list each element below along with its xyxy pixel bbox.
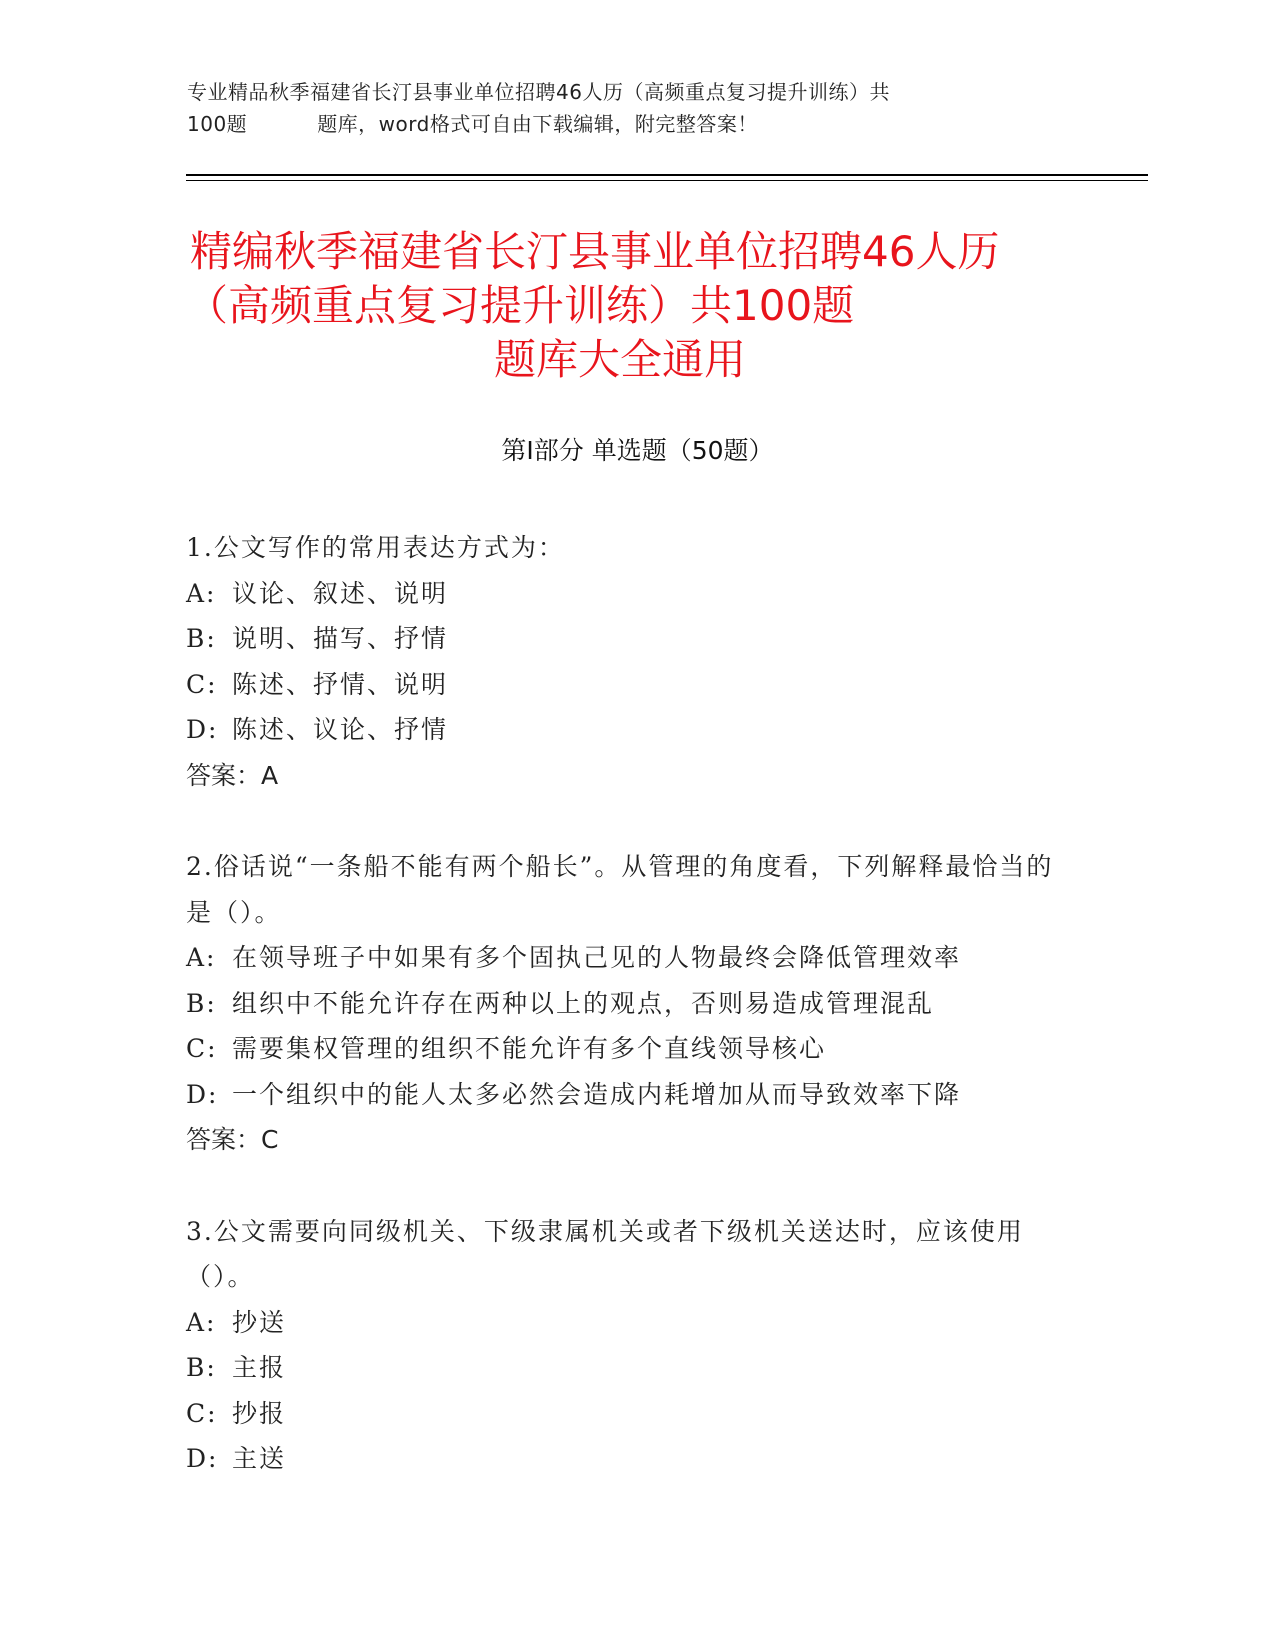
- header-rule-thin: [186, 180, 1148, 181]
- header-note-description: 题库，word格式可自由下载编辑，附完整答案！: [317, 112, 758, 136]
- option-letter: C:: [186, 1034, 218, 1063]
- answer-label: 答案：: [186, 760, 262, 790]
- answer-line: [186, 1117, 1066, 1163]
- option-letter: A:: [186, 1307, 217, 1337]
- option-text: 陈述、抒情、说明: [232, 669, 449, 699]
- option-a: [186, 1300, 1066, 1346]
- option-b: [186, 1345, 1066, 1391]
- header-note-line1: 专业精品秋季福建省长汀县事业单位招聘46人历（高频重点复习提升训练）共: [187, 80, 890, 104]
- option-text: 议论、叙述、说明: [232, 578, 449, 608]
- option-text: 一个组织中的能人太多必然会造成内耗增加从而导致效率下降: [232, 1079, 962, 1109]
- option-letter: C:: [186, 1398, 218, 1428]
- question-1: [186, 525, 1066, 798]
- title-line-2: （高频重点复习提升训练）共100题: [186, 281, 855, 330]
- option-text: 在领导班子中如果有多个固执己见的人物最终会降低管理效率: [232, 943, 962, 972]
- option-letter: D:: [186, 1444, 219, 1473]
- answer-value: C: [261, 1125, 279, 1154]
- section-title: 第Ⅰ部分 单选题（50题）: [501, 436, 774, 465]
- option-text: 组织中不能允许存在两种以上的观点，否则易造成管理混乱: [232, 988, 935, 1018]
- header-note-count: 100题: [187, 112, 248, 136]
- question-list: [186, 525, 1066, 1528]
- option-text: 抄报: [232, 1398, 287, 1428]
- title-line-1: 精编秋季福建省长汀县事业单位招聘46人历: [190, 227, 1000, 276]
- question-3: [186, 1209, 1066, 1482]
- document-title: [186, 225, 1086, 387]
- option-text: 主送: [232, 1444, 287, 1473]
- option-letter: D:: [186, 715, 219, 744]
- question-stem: 2.俗话说“一条船不能有两个船长”。从管理的角度看，下列解释最恰当的是（）。: [186, 852, 1054, 927]
- option-c: [186, 662, 1066, 708]
- title-line-3: 题库大全通用: [494, 335, 747, 384]
- option-a: [186, 935, 1066, 981]
- option-b: [186, 616, 1066, 662]
- option-d: [186, 707, 1066, 753]
- answer-label: 答案：: [186, 1125, 262, 1154]
- option-text: 主报: [232, 1353, 287, 1382]
- option-d: [186, 1436, 1066, 1482]
- answer-value: A: [261, 760, 279, 790]
- option-a: [186, 571, 1066, 617]
- option-letter: B:: [186, 1353, 217, 1382]
- question-2: [186, 844, 1066, 1163]
- option-letter: C:: [186, 669, 218, 699]
- option-text: 抄送: [232, 1307, 287, 1337]
- option-letter: A:: [186, 943, 217, 972]
- header-note-line2: [187, 108, 1067, 140]
- question-stem: 3.公文需要向同级机关、下级隶属机关或者下级机关送达时，应该使用（）。: [186, 1216, 1024, 1291]
- option-letter: B:: [186, 988, 217, 1018]
- option-c: [186, 1391, 1066, 1437]
- option-text: 说明、描写、抒情: [232, 624, 449, 653]
- option-d: [186, 1072, 1066, 1118]
- option-letter: B:: [186, 624, 217, 653]
- question-stem: 1.公文写作的常用表达方式为：: [186, 533, 565, 562]
- answer-line: [186, 753, 1066, 799]
- option-letter: A:: [186, 578, 217, 608]
- header-note: [187, 76, 1067, 140]
- option-text: 需要集权管理的组织不能允许有多个直线领导核心: [232, 1034, 827, 1063]
- option-c: [186, 1026, 1066, 1072]
- option-b: [186, 981, 1066, 1027]
- header-rule-thick: [186, 174, 1148, 176]
- option-text: 陈述、议论、抒情: [232, 715, 449, 744]
- option-letter: D:: [186, 1079, 219, 1109]
